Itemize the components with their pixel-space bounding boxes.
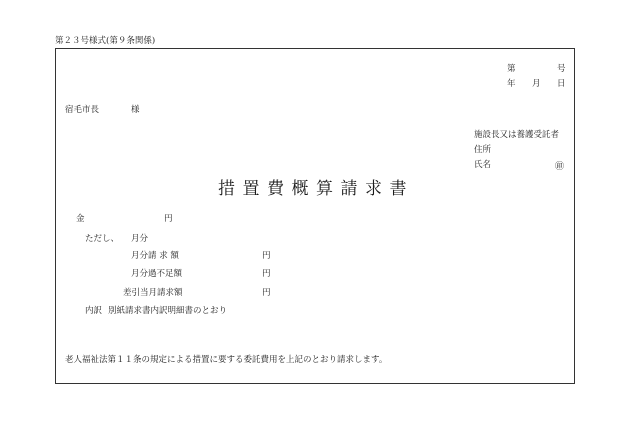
naiyaku-text: 別紙請求書内訳明細書のとおり <box>108 306 228 316</box>
addressee-mayor: 宿毛市長 <box>65 105 100 115</box>
date-year: 年 <box>507 79 516 89</box>
row-net-claim-unit: 円 <box>262 288 271 298</box>
row-adjustment-unit: 円 <box>262 269 271 279</box>
date-day: 日 <box>557 79 566 89</box>
amount-label: 金 <box>76 214 85 224</box>
form-number-label: 第２３号様式(第９条関係) <box>55 36 156 46</box>
naiyaku-label: 内訳 <box>85 306 103 316</box>
tadashi-label: ただし、 <box>85 234 120 244</box>
document-title: 措置費概算請求書 <box>218 179 414 199</box>
requester-name-label: 氏名 <box>474 160 492 170</box>
row-adjustment-label: 月分過不足額 <box>131 269 183 279</box>
amount-unit: 円 <box>164 214 173 224</box>
requester-title: 施設長又は養護受託者 <box>474 130 560 140</box>
row-monthly-claim-label: 月分請 求 額 <box>131 251 179 261</box>
request-statement: 老人福祉法第１１条の規定による措置に要する委託費用を上記のとおり請求します。 <box>65 355 388 365</box>
row-monthly-claim-unit: 円 <box>262 251 271 261</box>
addressee-honorific: 様 <box>131 105 140 115</box>
month-label: 月分 <box>131 234 149 244</box>
form-frame <box>55 48 575 384</box>
number-suffix: 号 <box>557 64 566 74</box>
requester-address-label: 住所 <box>474 145 492 155</box>
row-net-claim-label: 差引当月請求額 <box>123 288 183 298</box>
date-month: 月 <box>532 79 541 89</box>
seal-mark: ㊞ <box>555 162 565 172</box>
number-prefix: 第 <box>507 64 516 74</box>
